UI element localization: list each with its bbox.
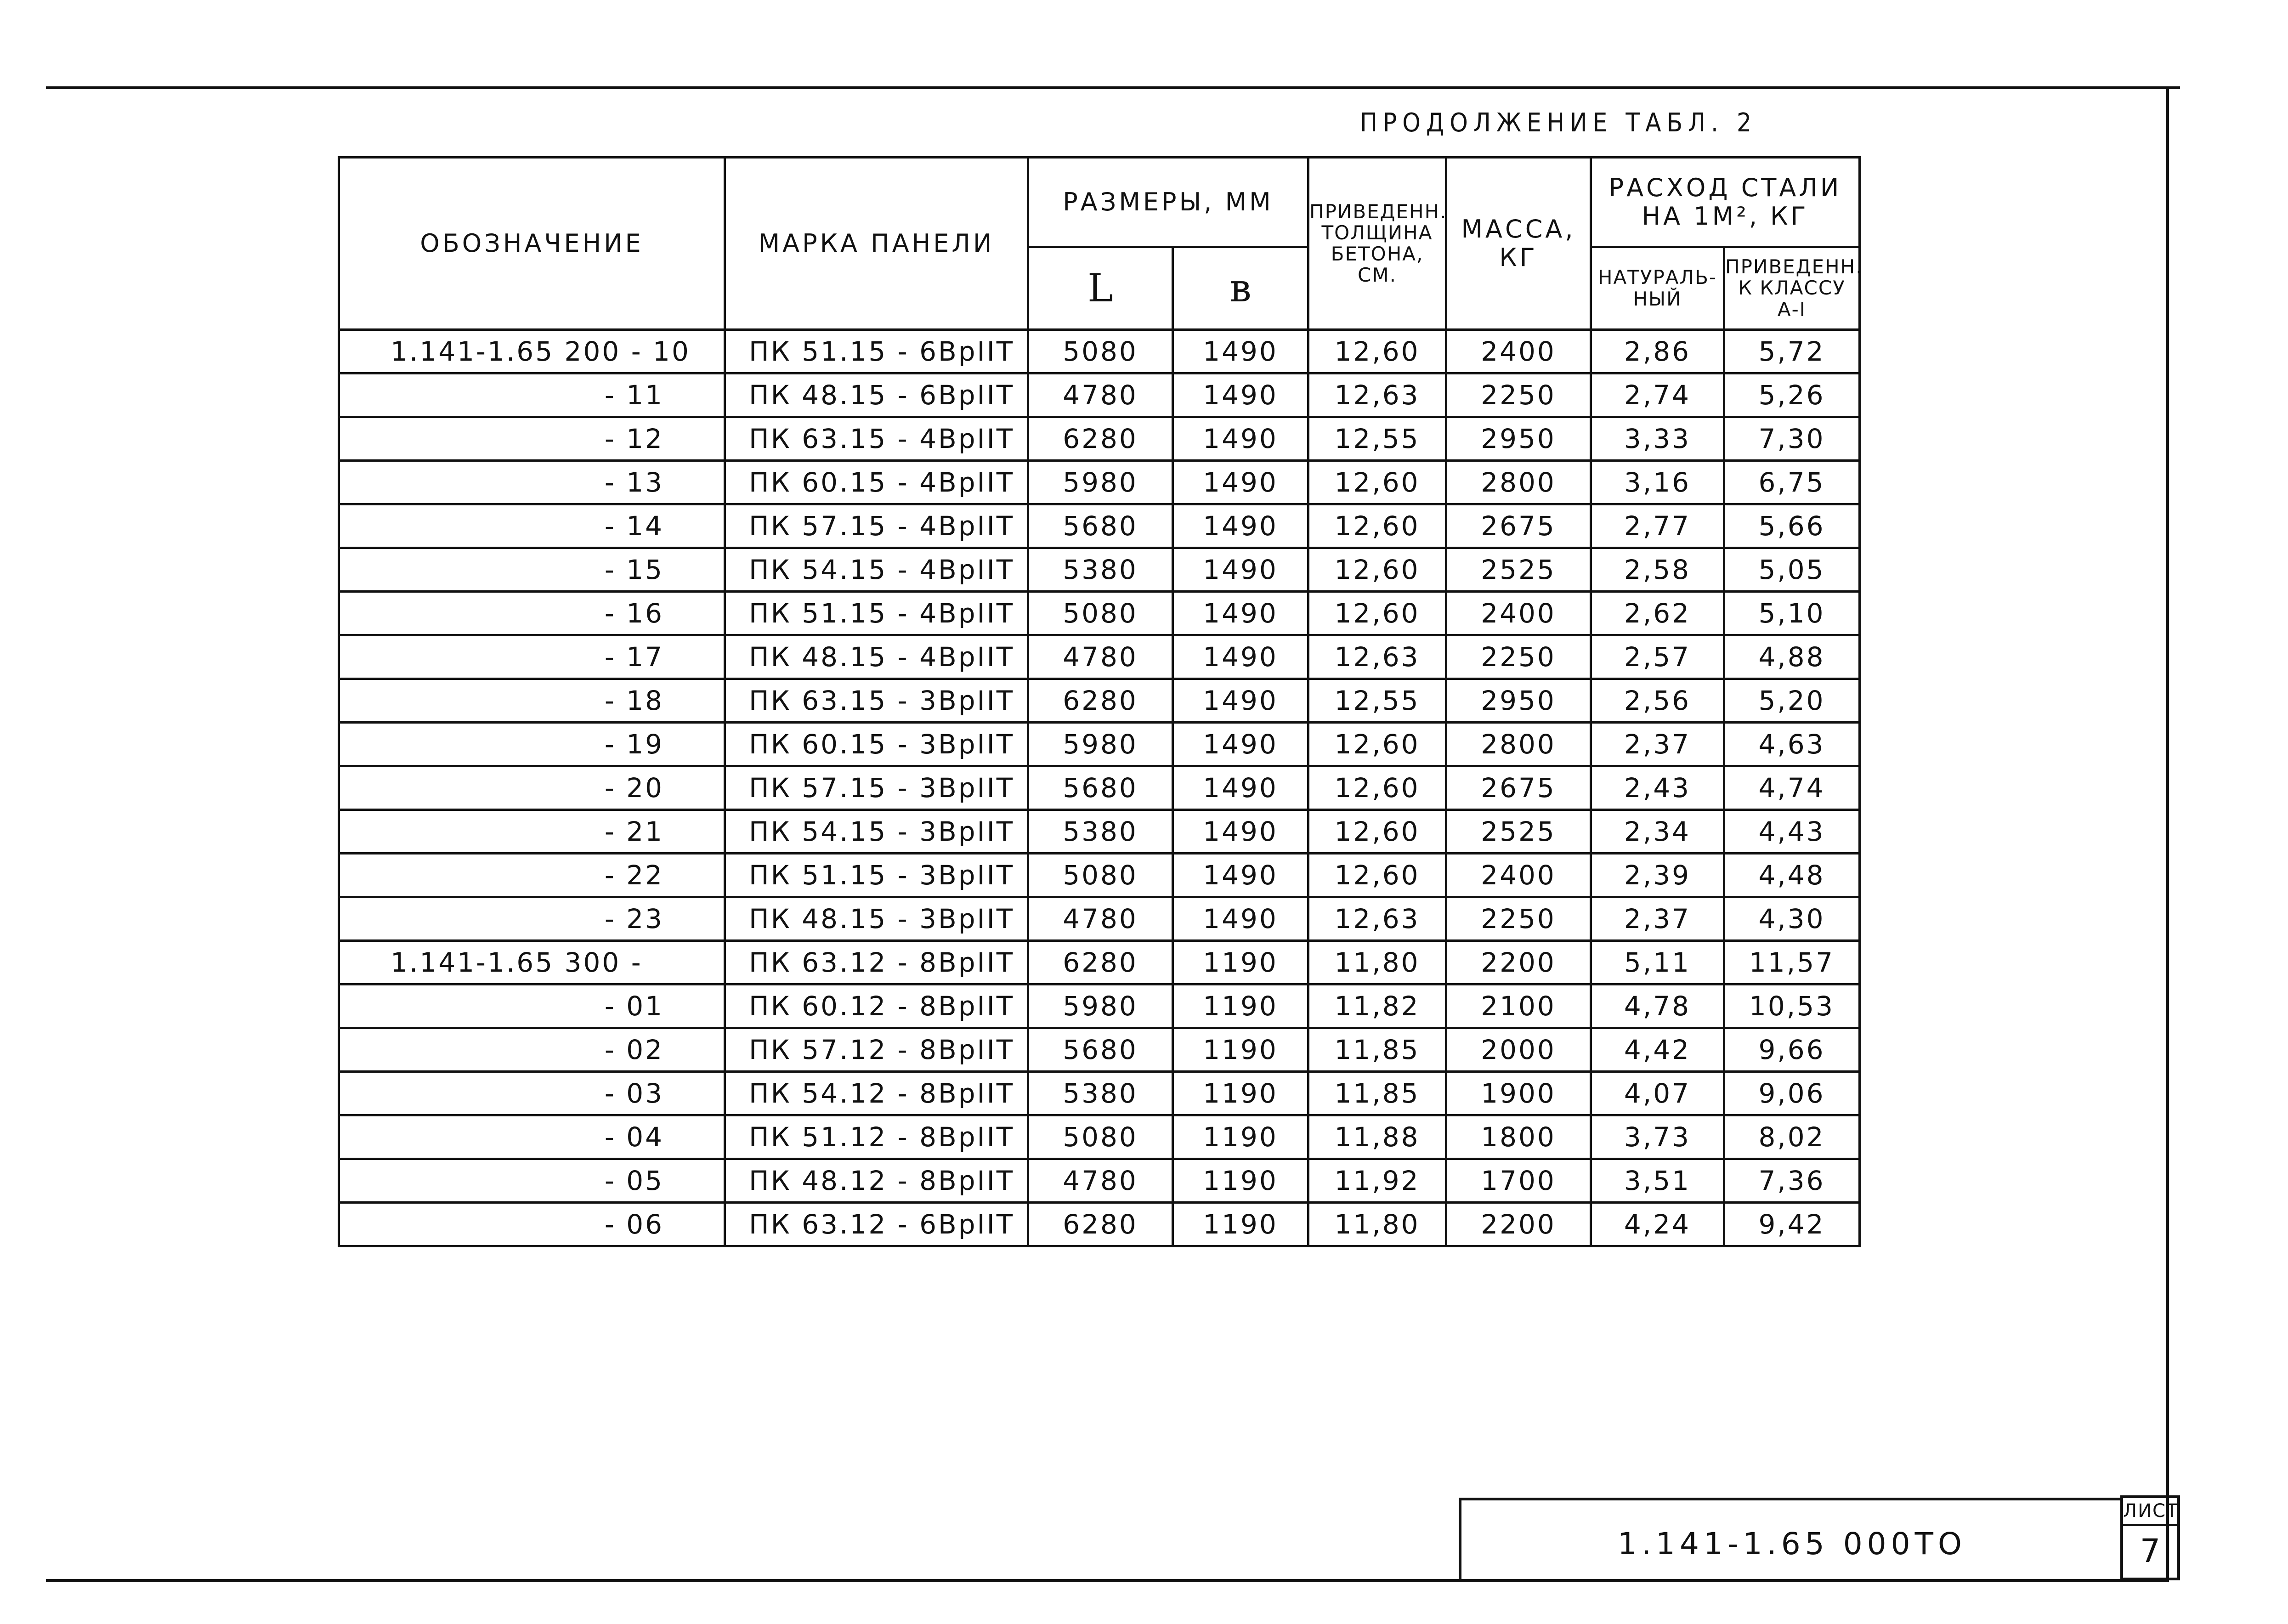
- cell-panel-mark: ПК 48.12 - 8ВрIIТ: [725, 1159, 1028, 1203]
- cell-length: 5080: [1028, 854, 1173, 897]
- table-row: [339, 941, 1860, 985]
- cell-width: 1490: [1173, 854, 1308, 897]
- header-dimensions: РАЗМЕРЫ, ММ: [1028, 158, 1308, 247]
- cell-steel-natural: 2,57: [1591, 635, 1724, 679]
- cell-panel-mark: ПК 63.15 - 3ВрIIТ: [725, 679, 1028, 723]
- table-row: [339, 854, 1860, 897]
- cell-designation: 1.141-1.65 200 - 10: [339, 330, 725, 373]
- cell-designation: - 15: [339, 548, 725, 592]
- cell-panel-mark: ПК 57.12 - 8ВрIIТ: [725, 1028, 1028, 1072]
- cell-panel-mark: ПК 63.12 - 6ВрIIТ: [725, 1203, 1028, 1246]
- cell-steel-natural: 4,78: [1591, 985, 1724, 1028]
- cell-width: 1490: [1173, 461, 1308, 504]
- cell-designation: - 12: [339, 417, 725, 461]
- table-row: [339, 1203, 1860, 1246]
- cell-panel-mark: ПК 54.12 - 8ВрIIТ: [725, 1072, 1028, 1115]
- cell-mass: 2200: [1446, 941, 1591, 985]
- cell-designation: - 22: [339, 854, 725, 897]
- cell-thickness: 12,60: [1308, 766, 1446, 810]
- cell-designation: - 05: [339, 1159, 725, 1203]
- cell-steel-natural: 2,56: [1591, 679, 1724, 723]
- cell-designation: - 14: [339, 504, 725, 548]
- table-row: [339, 330, 1860, 373]
- cell-panel-mark: ПК 48.15 - 6ВрIIТ: [725, 373, 1028, 417]
- table-row: [339, 897, 1860, 941]
- cell-designation: - 21: [339, 810, 725, 854]
- cell-length: 4780: [1028, 373, 1173, 417]
- table-row: [339, 766, 1860, 810]
- cell-steel-reduced: 5,20: [1724, 679, 1860, 723]
- cell-panel-mark: ПК 54.15 - 3ВрIIТ: [725, 810, 1028, 854]
- cell-steel-natural: 2,74: [1591, 373, 1724, 417]
- cell-steel-reduced: 9,42: [1724, 1203, 1860, 1246]
- cell-panel-mark: ПК 48.15 - 4ВрIIТ: [725, 635, 1028, 679]
- cell-panel-mark: ПК 60.15 - 3ВрIIТ: [725, 723, 1028, 766]
- table-body: [339, 330, 1860, 1246]
- cell-steel-reduced: 10,53: [1724, 985, 1860, 1028]
- cell-mass: 2400: [1446, 330, 1591, 373]
- cell-designation: - 01: [339, 985, 725, 1028]
- cell-mass: 2200: [1446, 1203, 1591, 1246]
- cell-thickness: 11,82: [1308, 985, 1446, 1028]
- cell-thickness: 12,60: [1308, 810, 1446, 854]
- cell-steel-natural: 2,39: [1591, 854, 1724, 897]
- cell-length: 6280: [1028, 417, 1173, 461]
- cell-width: 1190: [1173, 1115, 1308, 1159]
- cell-mass: 2800: [1446, 723, 1591, 766]
- cell-steel-natural: 3,33: [1591, 417, 1724, 461]
- cell-mass: 2250: [1446, 373, 1591, 417]
- cell-panel-mark: ПК 51.15 - 3ВрIIТ: [725, 854, 1028, 897]
- cell-panel-mark: ПК 63.15 - 4ВрIIТ: [725, 417, 1028, 461]
- cell-steel-natural: 2,34: [1591, 810, 1724, 854]
- cell-width: 1490: [1173, 679, 1308, 723]
- cell-length: 5380: [1028, 1072, 1173, 1115]
- cell-steel-natural: 3,73: [1591, 1115, 1724, 1159]
- cell-steel-natural: 2,43: [1591, 766, 1724, 810]
- cell-steel-reduced: 6,75: [1724, 461, 1860, 504]
- cell-length: 5680: [1028, 766, 1173, 810]
- cell-steel-reduced: 7,30: [1724, 417, 1860, 461]
- cell-thickness: 11,88: [1308, 1115, 1446, 1159]
- table-row: [339, 461, 1860, 504]
- table-row: [339, 635, 1860, 679]
- cell-steel-natural: 5,11: [1591, 941, 1724, 985]
- table-row: [339, 504, 1860, 548]
- cell-steel-natural: 2,58: [1591, 548, 1724, 592]
- cell-length: 4780: [1028, 635, 1173, 679]
- cell-width: 1190: [1173, 1203, 1308, 1246]
- cell-steel-natural: 3,51: [1591, 1159, 1724, 1203]
- cell-panel-mark: ПК 60.12 - 8ВрIIТ: [725, 985, 1028, 1028]
- sheet-number: 7: [2140, 1532, 2161, 1570]
- cell-panel-mark: ПК 60.15 - 4ВрIIТ: [725, 461, 1028, 504]
- cell-steel-reduced: 5,66: [1724, 504, 1860, 548]
- cell-mass: 1700: [1446, 1159, 1591, 1203]
- cell-designation: - 16: [339, 592, 725, 635]
- cell-length: 6280: [1028, 1203, 1173, 1246]
- specification-table: [338, 156, 1861, 1247]
- cell-steel-natural: 2,37: [1591, 723, 1724, 766]
- cell-designation: - 20: [339, 766, 725, 810]
- cell-steel-reduced: 4,63: [1724, 723, 1860, 766]
- cell-length: 5980: [1028, 461, 1173, 504]
- cell-thickness: 12,60: [1308, 592, 1446, 635]
- table-row: [339, 373, 1860, 417]
- cell-steel-natural: 2,62: [1591, 592, 1724, 635]
- header-width: в: [1173, 247, 1308, 330]
- cell-steel-natural: 4,07: [1591, 1072, 1724, 1115]
- cell-steel-reduced: 11,57: [1724, 941, 1860, 985]
- table-row: [339, 1115, 1860, 1159]
- cell-mass: 2250: [1446, 897, 1591, 941]
- cell-length: 5080: [1028, 1115, 1173, 1159]
- header-length: L: [1028, 247, 1173, 330]
- document-code: 1.141-1.65 000ТО: [1618, 1526, 1966, 1562]
- cell-steel-reduced: 4,74: [1724, 766, 1860, 810]
- cell-mass: 2950: [1446, 679, 1591, 723]
- cell-thickness: 12,60: [1308, 723, 1446, 766]
- cell-width: 1490: [1173, 810, 1308, 854]
- cell-length: 5980: [1028, 723, 1173, 766]
- cell-steel-reduced: 9,66: [1724, 1028, 1860, 1072]
- table-row: [339, 1159, 1860, 1203]
- table-row: [339, 592, 1860, 635]
- cell-thickness: 12,60: [1308, 330, 1446, 373]
- cell-width: 1190: [1173, 1072, 1308, 1115]
- cell-panel-mark: ПК 63.12 - 8ВрIIТ: [725, 941, 1028, 985]
- cell-steel-reduced: 4,43: [1724, 810, 1860, 854]
- cell-panel-mark: ПК 51.15 - 4ВрIIТ: [725, 592, 1028, 635]
- cell-width: 1490: [1173, 723, 1308, 766]
- cell-designation: - 02: [339, 1028, 725, 1072]
- cell-steel-natural: 2,86: [1591, 330, 1724, 373]
- cell-steel-reduced: 5,26: [1724, 373, 1860, 417]
- cell-length: 5380: [1028, 810, 1173, 854]
- cell-thickness: 12,63: [1308, 897, 1446, 941]
- cell-designation: - 04: [339, 1115, 725, 1159]
- cell-width: 1190: [1173, 985, 1308, 1028]
- cell-mass: 1800: [1446, 1115, 1591, 1159]
- cell-mass: 2800: [1446, 461, 1591, 504]
- cell-length: 5080: [1028, 592, 1173, 635]
- cell-length: 5680: [1028, 1028, 1173, 1072]
- table-row: [339, 548, 1860, 592]
- cell-mass: 2525: [1446, 810, 1591, 854]
- cell-thickness: 12,63: [1308, 635, 1446, 679]
- cell-length: 5980: [1028, 985, 1173, 1028]
- cell-width: 1490: [1173, 504, 1308, 548]
- cell-panel-mark: ПК 57.15 - 3ВрIIТ: [725, 766, 1028, 810]
- cell-thickness: 11,85: [1308, 1028, 1446, 1072]
- table-row: [339, 985, 1860, 1028]
- cell-length: 4780: [1028, 897, 1173, 941]
- cell-width: 1490: [1173, 766, 1308, 810]
- cell-mass: 2400: [1446, 854, 1591, 897]
- cell-panel-mark: ПК 51.12 - 8ВрIIТ: [725, 1115, 1028, 1159]
- cell-length: 5380: [1028, 548, 1173, 592]
- table-caption: ПРОДОЛЖЕНИЕ ТАБЛ. 2: [1360, 108, 1757, 138]
- cell-width: 1190: [1173, 1159, 1308, 1203]
- cell-steel-natural: 4,24: [1591, 1203, 1724, 1246]
- cell-length: 5680: [1028, 504, 1173, 548]
- cell-mass: 1900: [1446, 1072, 1591, 1115]
- header-mass: МАССА, КГ: [1446, 158, 1591, 330]
- table-row: [339, 1028, 1860, 1072]
- header-steel-consumption: РАСХОД СТАЛИ НА 1М², КГ: [1591, 158, 1860, 247]
- cell-steel-reduced: 5,05: [1724, 548, 1860, 592]
- cell-designation: - 06: [339, 1203, 725, 1246]
- cell-mass: 2525: [1446, 548, 1591, 592]
- cell-length: 6280: [1028, 679, 1173, 723]
- cell-panel-mark: ПК 48.15 - 3ВрIIТ: [725, 897, 1028, 941]
- table-row: [339, 723, 1860, 766]
- header-reduced-class: ПРИВЕДЕНН. К КЛАССУ А-I: [1724, 247, 1860, 330]
- cell-steel-reduced: 4,30: [1724, 897, 1860, 941]
- cell-width: 1190: [1173, 1028, 1308, 1072]
- cell-steel-natural: 2,37: [1591, 897, 1724, 941]
- cell-width: 1490: [1173, 417, 1308, 461]
- cell-designation: - 03: [339, 1072, 725, 1115]
- header-panel-mark: МАРКА ПАНЕЛИ: [725, 158, 1028, 330]
- cell-mass: 2400: [1446, 592, 1591, 635]
- cell-designation: - 18: [339, 679, 725, 723]
- cell-thickness: 12,60: [1308, 461, 1446, 504]
- cell-mass: 2000: [1446, 1028, 1591, 1072]
- cell-thickness: 12,60: [1308, 548, 1446, 592]
- table-row: [339, 417, 1860, 461]
- title-block: [1459, 1498, 2120, 1580]
- cell-width: 1490: [1173, 548, 1308, 592]
- cell-thickness: 12,55: [1308, 679, 1446, 723]
- cell-steel-natural: 2,77: [1591, 504, 1724, 548]
- table-row: [339, 679, 1860, 723]
- cell-mass: 2675: [1446, 766, 1591, 810]
- cell-width: 1490: [1173, 635, 1308, 679]
- cell-width: 1490: [1173, 373, 1308, 417]
- cell-thickness: 12,55: [1308, 417, 1446, 461]
- frame-right-line: [2166, 86, 2169, 1582]
- cell-width: 1490: [1173, 897, 1308, 941]
- cell-designation: - 17: [339, 635, 725, 679]
- cell-thickness: 12,63: [1308, 373, 1446, 417]
- cell-panel-mark: ПК 57.15 - 4ВрIIТ: [725, 504, 1028, 548]
- cell-steel-reduced: 4,48: [1724, 854, 1860, 897]
- cell-panel-mark: ПК 51.15 - 6ВрIIТ: [725, 330, 1028, 373]
- sheet-box: [2120, 1495, 2180, 1580]
- cell-length: 6280: [1028, 941, 1173, 985]
- cell-thickness: 11,92: [1308, 1159, 1446, 1203]
- cell-length: 5080: [1028, 330, 1173, 373]
- cell-panel-mark: ПК 54.15 - 4ВрIIТ: [725, 548, 1028, 592]
- cell-mass: 2100: [1446, 985, 1591, 1028]
- header-designation: ОБОЗНАЧЕНИЕ: [339, 158, 725, 330]
- cell-designation: - 23: [339, 897, 725, 941]
- cell-thickness: 12,60: [1308, 854, 1446, 897]
- header-natural: НАТУРАЛЬ-НЫЙ: [1591, 247, 1724, 330]
- cell-steel-reduced: 8,02: [1724, 1115, 1860, 1159]
- cell-width: 1490: [1173, 592, 1308, 635]
- cell-steel-reduced: 7,36: [1724, 1159, 1860, 1203]
- table-row: [339, 810, 1860, 854]
- cell-designation: - 13: [339, 461, 725, 504]
- cell-thickness: 11,85: [1308, 1072, 1446, 1115]
- cell-width: 1490: [1173, 330, 1308, 373]
- cell-steel-reduced: 9,06: [1724, 1072, 1860, 1115]
- cell-steel-natural: 4,42: [1591, 1028, 1724, 1072]
- header-reduced-thickness: ПРИВЕДЕНН. ТОЛЩИНА БЕТОНА, СМ.: [1308, 158, 1446, 330]
- cell-width: 1190: [1173, 941, 1308, 985]
- cell-steel-reduced: 5,10: [1724, 592, 1860, 635]
- cell-thickness: 12,60: [1308, 504, 1446, 548]
- cell-mass: 2950: [1446, 417, 1591, 461]
- cell-thickness: 11,80: [1308, 1203, 1446, 1246]
- cell-designation: - 19: [339, 723, 725, 766]
- cell-steel-reduced: 4,88: [1724, 635, 1860, 679]
- sheet-label: ЛИСТ: [2123, 1498, 2177, 1526]
- cell-length: 4780: [1028, 1159, 1173, 1203]
- cell-designation: - 11: [339, 373, 725, 417]
- table-row: [339, 1072, 1860, 1115]
- cell-designation: 1.141-1.65 300 -: [339, 941, 725, 985]
- cell-mass: 2250: [1446, 635, 1591, 679]
- cell-mass: 2675: [1446, 504, 1591, 548]
- cell-steel-natural: 3,16: [1591, 461, 1724, 504]
- cell-steel-reduced: 5,72: [1724, 330, 1860, 373]
- cell-thickness: 11,80: [1308, 941, 1446, 985]
- frame-top-line: [46, 86, 2180, 89]
